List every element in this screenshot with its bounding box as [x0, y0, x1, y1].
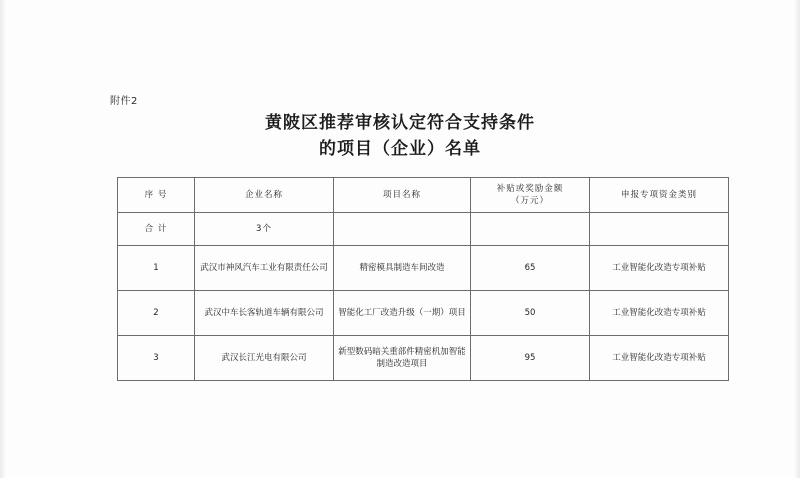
row-project: 智能化工厂改造升级（一期）项目 [334, 291, 471, 336]
row-no: 2 [118, 291, 195, 336]
attachment-label: 附件2 [110, 96, 138, 107]
row-project: 精密模具制造车间改造 [334, 246, 471, 291]
scan-edge-right [794, 0, 800, 478]
page-title [0, 110, 800, 162]
page-title-line-2: 的项目（企业）名单 [319, 139, 481, 159]
header-amount-line-2: （万元） [510, 196, 549, 206]
table-row [118, 336, 729, 381]
header-no: 序 号 [118, 178, 195, 213]
table-header-row [118, 178, 729, 213]
header-project: 项目名称 [334, 178, 471, 213]
row-company: 武汉市神风汽车工业有限责任公司 [195, 246, 334, 291]
total-label: 合 计 [118, 213, 195, 246]
row-no: 1 [118, 246, 195, 291]
header-amount [471, 178, 590, 213]
header-company: 企业名称 [195, 178, 334, 213]
table-header [118, 178, 729, 213]
row-amount: 95 [471, 336, 590, 381]
row-fund-type: 工业智能化改造专项补贴 [590, 291, 729, 336]
row-project: 新型数码暗关重部件精密机加智能制造改造项目 [334, 336, 471, 381]
row-amount: 50 [471, 291, 590, 336]
page-title-line-1: 黄陂区推荐审核认定符合支持条件 [265, 113, 535, 133]
project-list-table [117, 177, 729, 381]
header-fund-type: 申报专项资金类别 [590, 178, 729, 213]
row-fund-type: 工业智能化改造专项补贴 [590, 336, 729, 381]
row-fund-type: 工业智能化改造专项补贴 [590, 246, 729, 291]
total-type [590, 213, 729, 246]
row-company: 武汉中车长客轨道车辆有限公司 [195, 291, 334, 336]
row-amount: 65 [471, 246, 590, 291]
table-row [118, 246, 729, 291]
row-company: 武汉长江光电有限公司 [195, 336, 334, 381]
scan-edge-left [0, 0, 6, 478]
table-body [118, 213, 729, 381]
total-amount [471, 213, 590, 246]
table-row-total [118, 213, 729, 246]
total-project [334, 213, 471, 246]
row-no: 3 [118, 336, 195, 381]
header-amount-line-1: 补贴或奖励金额 [496, 184, 564, 194]
table-row [118, 291, 729, 336]
total-company-count: 3个 [195, 213, 334, 246]
